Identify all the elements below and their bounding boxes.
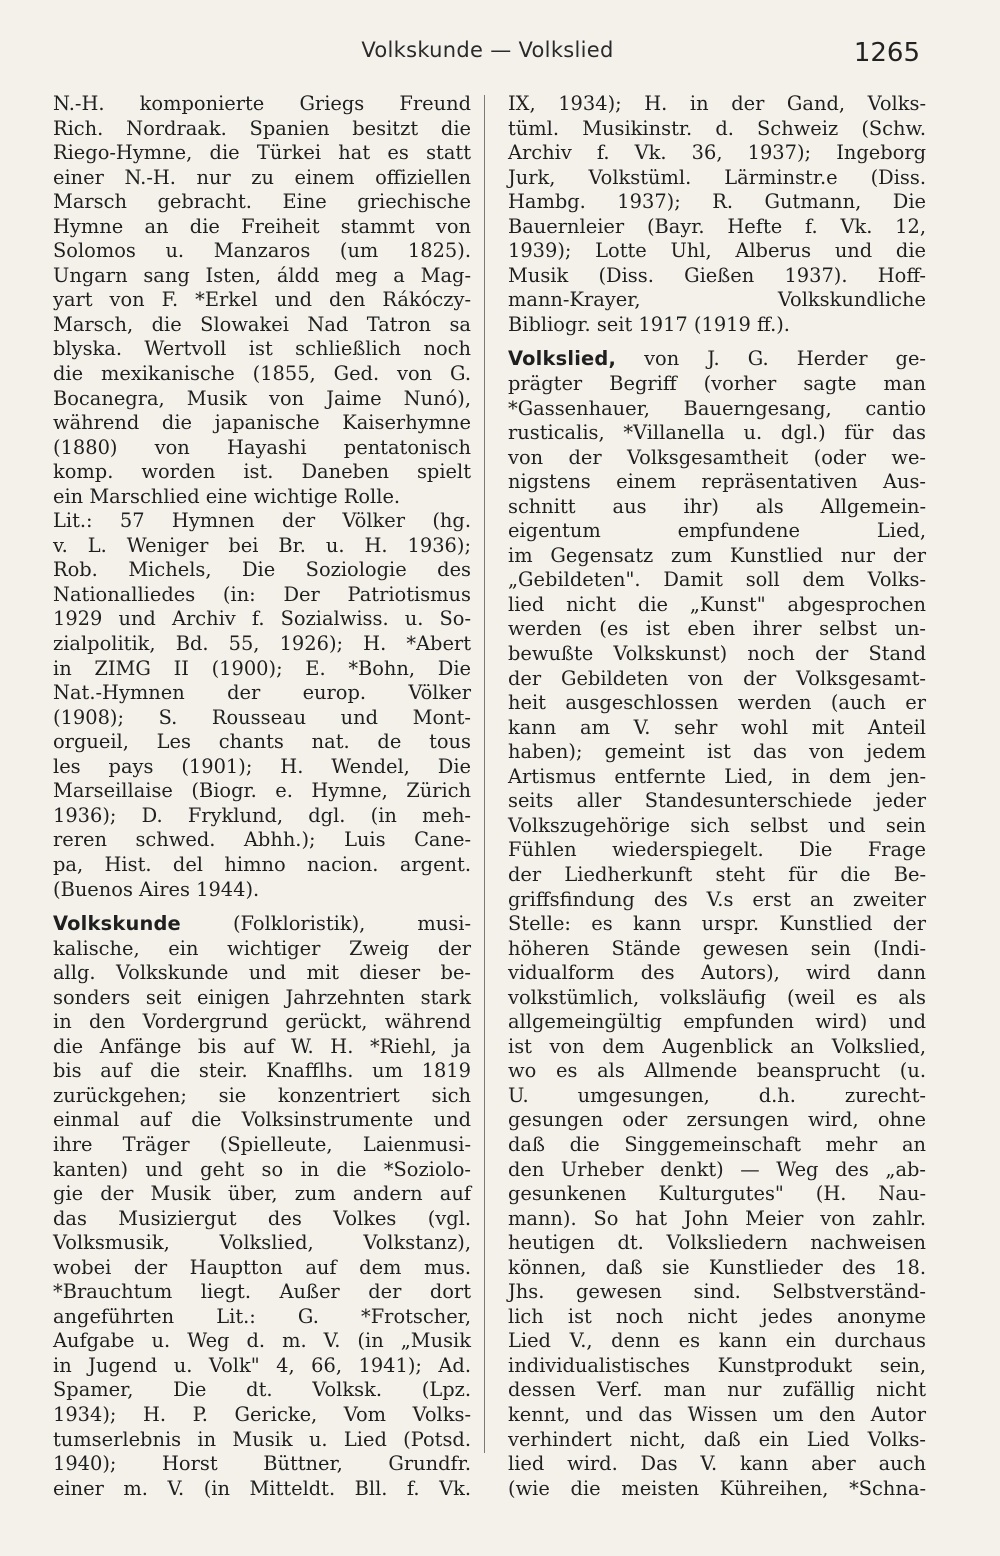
text-line bbox=[53, 460, 471, 485]
text-line bbox=[508, 838, 926, 863]
text-line bbox=[53, 558, 471, 583]
line-text: seits aller Standesunterschiede jeder bbox=[508, 789, 926, 813]
text-line bbox=[508, 1084, 926, 1109]
line-text: schnitt aus ihr) als Allgemein- bbox=[508, 494, 926, 518]
text-line bbox=[53, 337, 471, 362]
line-text: werden (es ist eben ihrer selbst un- bbox=[508, 617, 926, 641]
text-line bbox=[53, 607, 471, 632]
line-text: volkstümlich, volksläufig (weil es als bbox=[508, 985, 926, 1009]
line-text: gie der Musik über, zum andern auf bbox=[53, 1182, 471, 1206]
text-line bbox=[508, 814, 926, 839]
line-text: Marseillaise (Biogr. e. Hymne, Zürich bbox=[53, 779, 471, 803]
text-line bbox=[508, 593, 926, 618]
text-line bbox=[508, 716, 926, 741]
line-text: lied wird. Das V. kann aber auch bbox=[508, 1452, 926, 1476]
text-line bbox=[53, 215, 471, 240]
line-text: eigentum empfundene Lied, bbox=[508, 519, 926, 543]
line-text: (Buenos Aires 1944). bbox=[53, 877, 260, 901]
line-text: prägter Begriff (vorher sagte man bbox=[508, 372, 926, 396]
text-line bbox=[53, 1108, 471, 1133]
text-line bbox=[508, 1403, 926, 1428]
text-line bbox=[53, 706, 471, 731]
line-text: reren schwed. Abhh.); Luis Cane- bbox=[53, 828, 471, 852]
line-text: Rich. Nordraak. Spanien besitzt die bbox=[53, 116, 471, 140]
line-text: wo es als Allmende beansprucht (u. bbox=[508, 1059, 926, 1083]
text-line bbox=[53, 264, 471, 289]
line-text: komp. worden ist. Daneben spielt bbox=[53, 460, 471, 484]
line-text: haben); gemeint ist das von jedem bbox=[508, 740, 926, 764]
text-line bbox=[508, 495, 926, 520]
line-text: 1936); D. Fryklund, dgl. (in meh- bbox=[53, 803, 471, 827]
text-line bbox=[508, 372, 926, 397]
entry-headword: Volkskunde bbox=[53, 912, 181, 936]
line-text: zurückgehen; sie konzentriert sich bbox=[53, 1083, 471, 1107]
text-line bbox=[53, 239, 471, 264]
left-column bbox=[53, 92, 471, 1501]
text-line bbox=[508, 166, 926, 191]
line-text: Marsch, die Slowakei Nad Tatron sa bbox=[53, 312, 471, 336]
text-line bbox=[508, 397, 926, 422]
text-line bbox=[508, 1158, 926, 1183]
text-line bbox=[53, 853, 471, 878]
line-text: 1934); H. P. Gericke, Vom Volks- bbox=[53, 1402, 471, 1426]
text-line bbox=[508, 1329, 926, 1354]
text-line bbox=[53, 288, 471, 313]
text-line bbox=[53, 1305, 471, 1330]
line-text: 1929 und Archiv f. Sozialwiss. u. So- bbox=[53, 607, 471, 631]
text-line bbox=[508, 1108, 926, 1133]
text-line bbox=[508, 1256, 926, 1281]
text-line bbox=[508, 470, 926, 495]
line-text: Nationalliedes (in: Der Patriotismus bbox=[53, 582, 471, 606]
text-line bbox=[508, 519, 926, 544]
text-line bbox=[508, 190, 926, 215]
line-text: (Folkloristik), musi- bbox=[180, 912, 471, 936]
line-text: 1939); Lotte Uhl, Alberus und die bbox=[508, 239, 926, 263]
text-line bbox=[508, 544, 926, 569]
text-line bbox=[53, 1378, 471, 1403]
text-line bbox=[53, 681, 471, 706]
text-line bbox=[53, 534, 471, 559]
text-line bbox=[53, 313, 471, 338]
line-text: kalische, ein wichtiger Zweig der bbox=[53, 936, 471, 960]
line-text: allg. Volkskunde und mit dieser be- bbox=[53, 961, 471, 985]
line-text: einer N.-H. nur zu einem offiziellen bbox=[53, 165, 471, 189]
text-line bbox=[53, 1059, 471, 1084]
line-text: einmal auf die Volksinstrumente und bbox=[53, 1108, 471, 1132]
line-text: Lied V., denn es kann ein durchaus bbox=[508, 1329, 926, 1353]
text-line bbox=[508, 1378, 926, 1403]
text-line bbox=[53, 1035, 471, 1060]
text-line bbox=[53, 878, 471, 903]
line-text: Rob. Michels, Die Soziologie des bbox=[53, 558, 471, 582]
text-line bbox=[53, 1133, 471, 1158]
text-line bbox=[53, 117, 471, 142]
text-line bbox=[53, 190, 471, 215]
line-text: ist von dem Augenblick an Volkslied, bbox=[508, 1034, 926, 1058]
page-number: 1265 bbox=[853, 38, 920, 68]
text-line bbox=[508, 1059, 926, 1084]
text-line bbox=[53, 1452, 471, 1477]
text-line bbox=[508, 691, 926, 716]
text-line bbox=[53, 1158, 471, 1183]
text-line bbox=[508, 1182, 926, 1207]
line-text: Bauernleier (Bayr. Hefte f. Vk. 12, bbox=[508, 214, 926, 238]
line-text: von J. G. Herder ge- bbox=[616, 347, 926, 371]
text-line bbox=[53, 1231, 471, 1256]
text-line bbox=[508, 986, 926, 1011]
line-text: les pays (1901); H. Wendel, Die bbox=[53, 754, 471, 778]
text-line bbox=[508, 1452, 926, 1477]
line-text: daß die Singgemeinschaft mehr an bbox=[508, 1132, 926, 1156]
line-text: IX, 1934); H. in der Gand, Volks- bbox=[508, 92, 926, 115]
line-text: Fühlen wiederspiegelt. Die Frage bbox=[508, 838, 926, 862]
line-text: heutigen dt. Volksliedern nachweisen bbox=[508, 1231, 926, 1255]
paragraph-gap bbox=[508, 337, 926, 347]
text-line bbox=[53, 1010, 471, 1035]
text-line bbox=[53, 804, 471, 829]
line-text: Hambg. 1937); R. Gutmann, Die bbox=[508, 190, 926, 214]
text-line bbox=[53, 961, 471, 986]
column-divider bbox=[484, 95, 485, 1453]
text-line bbox=[53, 1207, 471, 1232]
text-line bbox=[508, 642, 926, 667]
text-line bbox=[508, 421, 926, 446]
text-line bbox=[53, 1280, 471, 1305]
line-text: lied nicht die „Kunst" abgesprochen bbox=[508, 592, 926, 616]
line-text: können, daß sie Kunstlieder des 18. bbox=[508, 1255, 926, 1279]
line-text: (wie die meisten Kühreihen, *Schna- bbox=[508, 1476, 926, 1500]
line-text: Nat.-Hymnen der europ. Völker bbox=[53, 681, 471, 705]
line-text: nigstens einem repräsentativen Aus- bbox=[508, 470, 926, 494]
line-text: tüml. Musikinstr. d. Schweiz (Schw. bbox=[508, 116, 926, 140]
line-text: Volksmusik, Volkslied, Volkstanz), bbox=[53, 1231, 471, 1255]
line-text: blyska. Wertvoll ist schließlich noch bbox=[53, 337, 471, 361]
line-text: höheren Stände gewesen sein (Indi- bbox=[508, 936, 926, 960]
text-line bbox=[53, 1084, 471, 1109]
line-text: v. L. Weniger bei Br. u. H. 1936); bbox=[53, 533, 471, 557]
text-line bbox=[508, 568, 926, 593]
line-text: N.-H. komponierte Griegs Freund bbox=[53, 92, 471, 115]
line-text: Bibliogr. seit 1917 (1919 ff.). bbox=[508, 312, 790, 336]
line-text: die mexikanische (1855, Ged. von G. bbox=[53, 362, 471, 386]
line-text: in Jugend u. Volk" 4, 66, 1941); Ad. bbox=[53, 1353, 471, 1377]
line-text: Stelle: es kann urspr. Kunstlied der bbox=[508, 912, 926, 936]
text-line bbox=[53, 779, 471, 804]
line-text: Hymne an die Freiheit stammt von bbox=[53, 214, 471, 238]
text-line bbox=[53, 986, 471, 1011]
line-text: pa, Hist. del himno nacion. argent. bbox=[53, 852, 471, 876]
line-text: einer m. V. (in Mitteldt. Bll. f. Vk. bbox=[53, 1476, 471, 1500]
line-text: während die japanische Kaiserhymne bbox=[53, 411, 471, 435]
text-line bbox=[508, 288, 926, 313]
text-line bbox=[508, 1035, 926, 1060]
text-line bbox=[53, 1329, 471, 1354]
line-text: bewußte Volkskunst) noch der Stand bbox=[508, 642, 926, 666]
line-text: die Anfänge bis auf W. H. *Riehl, ja bbox=[53, 1034, 471, 1058]
text-line bbox=[53, 730, 471, 755]
text-line bbox=[53, 755, 471, 780]
text-line bbox=[508, 239, 926, 264]
line-text: der Gebildeten von der Volksgesamt- bbox=[508, 666, 926, 690]
line-text: heit ausgeschlossen werden (auch er bbox=[508, 691, 926, 715]
line-text: griffsfindung des V.s erst an zweiter bbox=[508, 887, 926, 911]
text-line bbox=[53, 411, 471, 436]
line-text: Archiv f. Vk. 36, 1937); Ingeborg bbox=[508, 141, 926, 165]
text-line bbox=[508, 117, 926, 142]
text-line bbox=[508, 1231, 926, 1256]
line-text: in den Vordergrund gerückt, während bbox=[53, 1010, 471, 1034]
line-text: von der Volksgesamtheit (oder we- bbox=[508, 445, 926, 469]
text-line bbox=[508, 92, 926, 117]
text-line bbox=[53, 166, 471, 191]
paragraph-gap bbox=[53, 902, 471, 912]
line-text: lich ist noch nicht jedes anonyme bbox=[508, 1304, 926, 1328]
line-text: im Gegensatz zum Kunstlied nur der bbox=[508, 543, 926, 567]
line-text: gesungen oder zersungen wird, ohne bbox=[508, 1108, 926, 1132]
line-text: 1940); Horst Büttner, Grundfr. bbox=[53, 1452, 471, 1476]
text-line bbox=[53, 509, 471, 534]
text-line bbox=[53, 1182, 471, 1207]
line-text: Spamer, Die dt. Volksk. (Lpz. bbox=[53, 1378, 471, 1402]
entry-headword: Volkslied, bbox=[508, 347, 617, 371]
text-line bbox=[508, 1305, 926, 1330]
line-text: wobei der Hauptton auf dem mus. bbox=[53, 1255, 471, 1279]
line-text: ein Marschlied eine wichtige Rolle. bbox=[53, 484, 401, 508]
running-title: Volkskunde — Volkslied bbox=[361, 38, 614, 62]
text-line bbox=[508, 1354, 926, 1379]
text-line bbox=[508, 1207, 926, 1232]
text-line bbox=[53, 1428, 471, 1453]
line-text: zialpolitik, Bd. 55, 1926); H. *Abert bbox=[53, 632, 471, 656]
text-line bbox=[508, 667, 926, 692]
line-text: Riego-Hymne, die Türkei hat es statt bbox=[53, 141, 471, 165]
text-line bbox=[53, 141, 471, 166]
text-line bbox=[53, 937, 471, 962]
line-text: bis auf die steir. Knafflhs. um 1819 bbox=[53, 1059, 471, 1083]
text-line bbox=[508, 912, 926, 937]
text-line bbox=[508, 617, 926, 642]
text-line bbox=[508, 446, 926, 471]
text-line bbox=[53, 387, 471, 412]
text-line bbox=[508, 789, 926, 814]
text-line bbox=[53, 92, 471, 117]
text-line bbox=[53, 828, 471, 853]
text-line bbox=[508, 1280, 926, 1305]
line-text: Marsch gebracht. Eine griechische bbox=[53, 190, 471, 214]
line-text: allgemeingültig empfunden wird) und bbox=[508, 1010, 926, 1034]
line-text: *Gassenhauer, Bauerngesang, cantio bbox=[508, 396, 926, 420]
text-line bbox=[508, 313, 926, 338]
line-text: *Brauchtum liegt. Außer der dort bbox=[53, 1280, 471, 1304]
text-line bbox=[53, 485, 471, 510]
text-line bbox=[53, 436, 471, 461]
text-line bbox=[53, 1354, 471, 1379]
line-text: kennt, und das Wissen um den Autor bbox=[508, 1402, 926, 1426]
line-text: Volkszugehörige sich selbst und sein bbox=[508, 813, 926, 837]
text-line bbox=[53, 657, 471, 682]
line-text: (1908); S. Rousseau und Mont- bbox=[53, 705, 471, 729]
text-line bbox=[508, 1477, 926, 1502]
text-line bbox=[53, 583, 471, 608]
text-line bbox=[508, 765, 926, 790]
line-text: angeführten Lit.: G. *Frotscher, bbox=[53, 1304, 471, 1328]
line-text: Jurk, Volkstüml. Lärminstr.e (Diss. bbox=[508, 165, 926, 189]
line-text: individualistisches Kunstprodukt sein, bbox=[508, 1353, 926, 1377]
line-text: gesunkenen Kulturgutes" (H. Nau- bbox=[508, 1182, 926, 1206]
line-text: ihre Träger (Spielleute, Laienmusi- bbox=[53, 1132, 471, 1156]
line-text: der Liedherkunft steht für die Be- bbox=[508, 862, 926, 886]
text-line bbox=[508, 1428, 926, 1453]
text-line bbox=[508, 740, 926, 765]
line-text: das Musiziergut des Volkes (vgl. bbox=[53, 1206, 471, 1230]
right-column bbox=[508, 92, 926, 1501]
text-line bbox=[53, 1477, 471, 1502]
line-text: sonders seit einigen Jahrzehnten stark bbox=[53, 985, 471, 1009]
text-line bbox=[508, 1133, 926, 1158]
text-line bbox=[508, 347, 926, 372]
line-text: in ZIMG II (1900); E. *Bohn, Die bbox=[53, 656, 471, 680]
line-text: yart von F. *Erkel und den Rákóczy- bbox=[53, 288, 471, 312]
text-line bbox=[53, 1403, 471, 1428]
line-text: dessen Verf. man nur zufällig nicht bbox=[508, 1378, 926, 1402]
text-line bbox=[53, 362, 471, 387]
line-text: verhindert nicht, daß ein Lied Volks- bbox=[508, 1427, 926, 1451]
line-text: orgueil, Les chants nat. de tous bbox=[53, 730, 471, 754]
text-line bbox=[508, 863, 926, 888]
text-line bbox=[53, 632, 471, 657]
text-line bbox=[508, 888, 926, 913]
line-text: Lit.: 57 Hymnen der Völker (hg. bbox=[53, 509, 471, 533]
line-text: Aufgabe u. Weg d. m. V. (in „Musik bbox=[53, 1329, 471, 1353]
page-header bbox=[55, 38, 920, 72]
line-text: vidualform des Autors), wird dann bbox=[508, 961, 926, 985]
line-text: Musik (Diss. Gießen 1937). Hoff- bbox=[508, 263, 926, 287]
line-text: Artismus entfernte Lied, in dem jen- bbox=[508, 764, 926, 788]
text-line bbox=[53, 912, 471, 937]
line-text: rusticalis, *Villanella u. dgl.) für das bbox=[508, 421, 926, 445]
text-line bbox=[508, 264, 926, 289]
line-text: mann). So hat John Meier von zahlr. bbox=[508, 1206, 926, 1230]
text-line bbox=[508, 215, 926, 240]
text-line bbox=[508, 1010, 926, 1035]
line-text: Solomos u. Manzaros (um 1825). bbox=[53, 239, 471, 263]
text-line bbox=[508, 141, 926, 166]
line-text: (1880) von Hayashi pentatonisch bbox=[53, 435, 471, 459]
line-text: tumserlebnis in Musik u. Lied (Potsd. bbox=[53, 1427, 471, 1451]
line-text: Ungarn sang Isten, áldd meg a Mag- bbox=[53, 263, 471, 287]
text-line bbox=[53, 1256, 471, 1281]
line-text: mann-Krayer, Volkskundliche bbox=[508, 288, 926, 312]
line-text: kanten) und geht so in die *Soziolo- bbox=[53, 1157, 471, 1181]
line-text: U. umgesungen, d.h. zurecht- bbox=[508, 1083, 926, 1107]
line-text: Bocanegra, Musik von Jaime Nunó), bbox=[53, 386, 471, 410]
line-text: „Gebildeten". Damit soll dem Volks- bbox=[508, 568, 926, 592]
line-text: Jhs. gewesen sind. Selbstverständ- bbox=[508, 1280, 926, 1304]
line-text: den Urheber denkt) — Weg des „ab- bbox=[508, 1157, 926, 1181]
text-line bbox=[508, 937, 926, 962]
line-text: kann am V. sehr wohl mit Anteil bbox=[508, 715, 926, 739]
text-line bbox=[508, 961, 926, 986]
